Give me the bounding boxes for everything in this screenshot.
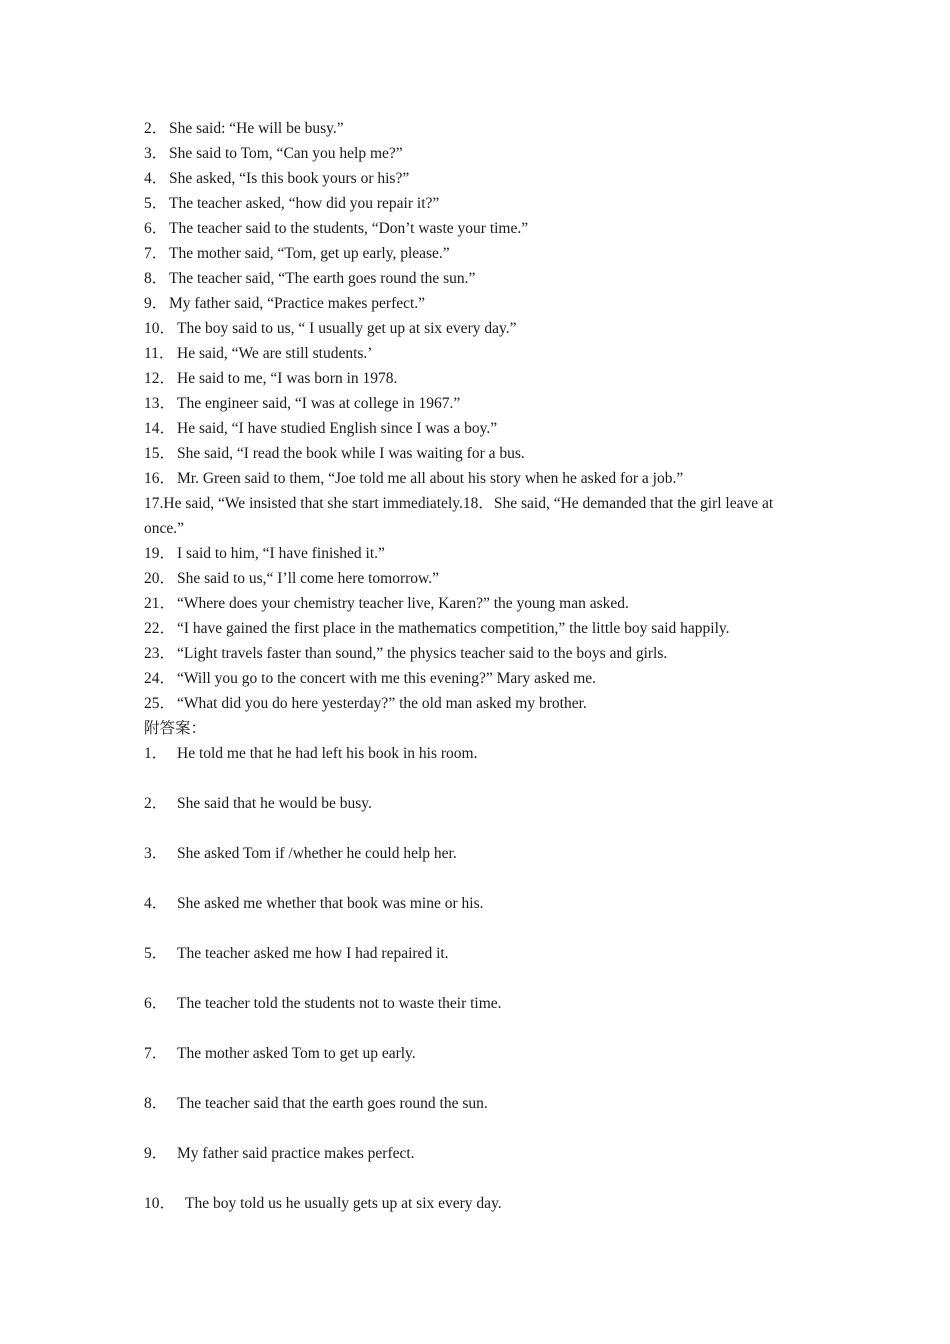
answer-item bbox=[144, 741, 814, 791]
question-number: 6． bbox=[144, 220, 168, 237]
question-item bbox=[144, 641, 814, 666]
answer-text: The teacher said that the earth goes round the sun. bbox=[177, 1095, 488, 1112]
question-item bbox=[144, 566, 814, 591]
question-text: She said: “He will be busy.” bbox=[169, 120, 344, 137]
question-text: He said to me, “I was born in 1978. bbox=[177, 370, 398, 387]
question-number: 12． bbox=[144, 370, 176, 387]
answer-item bbox=[144, 941, 814, 991]
answer-text: My father said practice makes perfect. bbox=[177, 1145, 415, 1162]
answer-text: The mother asked Tom to get up early. bbox=[177, 1045, 416, 1062]
question-text: He said, “We insisted that she start immediately.18．She said, “He demanded that the girl leave at once.” bbox=[144, 495, 774, 537]
question-number: 4． bbox=[144, 170, 168, 187]
answer-number: 4． bbox=[144, 895, 168, 912]
answer-text: She asked Tom if /whether he could help her. bbox=[177, 845, 457, 862]
question-item bbox=[144, 691, 814, 716]
answer-list bbox=[144, 741, 814, 1241]
question-text: The teacher said, “The earth goes round the sun.” bbox=[169, 270, 476, 287]
answer-text: She asked me whether that book was mine or his. bbox=[177, 895, 484, 912]
answer-number: 5． bbox=[144, 945, 168, 962]
question-item bbox=[144, 666, 814, 691]
answer-item bbox=[144, 841, 814, 891]
question-number: 7． bbox=[144, 245, 168, 262]
question-number: 8． bbox=[144, 270, 168, 287]
question-text: The engineer said, “I was at college in 1967.” bbox=[177, 395, 461, 412]
question-text: The teacher said to the students, “Don’t waste your time.” bbox=[169, 220, 529, 237]
question-number: 20． bbox=[144, 570, 176, 587]
question-number: 13． bbox=[144, 395, 176, 412]
question-text: Mr. Green said to them, “Joe told me all about his story when he asked for a job.” bbox=[177, 470, 684, 487]
question-number: 3． bbox=[144, 145, 168, 162]
question-number: 5． bbox=[144, 195, 168, 212]
question-text: She said, “I read the book while I was waiting for a bus. bbox=[177, 445, 525, 462]
answer-text: The boy told us he usually gets up at six every day. bbox=[185, 1195, 502, 1212]
answers-heading: 附答案： bbox=[144, 720, 207, 737]
answer-item bbox=[144, 1091, 814, 1141]
question-item bbox=[144, 491, 814, 541]
question-number: 10． bbox=[144, 320, 176, 337]
question-text: “What did you do here yesterday?” the old man asked my brother. bbox=[177, 695, 587, 712]
question-number: 23． bbox=[144, 645, 176, 662]
question-number: 2． bbox=[144, 120, 168, 137]
answer-number: 7． bbox=[144, 1045, 168, 1062]
question-number: 19． bbox=[144, 545, 176, 562]
answer-item bbox=[144, 891, 814, 941]
question-text: He said, “I have studied English since I was a boy.” bbox=[177, 420, 498, 437]
question-item bbox=[144, 266, 814, 291]
answer-item bbox=[144, 1141, 814, 1191]
question-item bbox=[144, 391, 814, 416]
question-list bbox=[144, 116, 814, 716]
answer-number: 6． bbox=[144, 995, 168, 1012]
question-text: The teacher asked, “how did you repair it?” bbox=[169, 195, 440, 212]
answer-number: 3． bbox=[144, 845, 168, 862]
question-text: The boy said to us, “ I usually get up at six every day.” bbox=[177, 320, 517, 337]
question-text: My father said, “Practice makes perfect.” bbox=[169, 295, 426, 312]
question-number: 22． bbox=[144, 620, 176, 637]
question-item bbox=[144, 141, 814, 166]
question-item bbox=[144, 591, 814, 616]
question-text: She asked, “Is this book yours or his?” bbox=[169, 170, 410, 187]
question-item bbox=[144, 166, 814, 191]
answer-text: She said that he would be busy. bbox=[177, 795, 372, 812]
answer-number: 8． bbox=[144, 1095, 168, 1112]
question-text: “Will you go to the concert with me this evening?” Mary asked me. bbox=[177, 670, 597, 687]
question-item bbox=[144, 416, 814, 441]
question-number: 21． bbox=[144, 595, 176, 612]
question-item bbox=[144, 366, 814, 391]
question-item bbox=[144, 216, 814, 241]
question-text: “Light travels faster than sound,” the physics teacher said to the boys and girls. bbox=[177, 645, 668, 662]
question-number: 14． bbox=[144, 420, 176, 437]
question-text: The mother said, “Tom, get up early, please.” bbox=[169, 245, 450, 262]
question-number: 24． bbox=[144, 670, 176, 687]
question-item bbox=[144, 191, 814, 216]
answer-item bbox=[144, 991, 814, 1041]
question-number: 17. bbox=[144, 495, 164, 512]
answer-text: The teacher asked me how I had repaired it. bbox=[177, 945, 449, 962]
question-text: “I have gained the first place in the mathematics competition,” the little boy said happily. bbox=[177, 620, 730, 637]
question-text: He said, “We are still students.’ bbox=[177, 345, 373, 362]
answer-item bbox=[144, 1191, 814, 1241]
answer-number: 1． bbox=[144, 745, 168, 762]
question-item bbox=[144, 441, 814, 466]
answer-text: The teacher told the students not to waste their time. bbox=[177, 995, 502, 1012]
question-item bbox=[144, 316, 814, 341]
answer-number: 9． bbox=[144, 1145, 168, 1162]
question-text: “Where does your chemistry teacher live, Karen?” the young man asked. bbox=[177, 595, 629, 612]
question-item bbox=[144, 541, 814, 566]
answer-number: 2． bbox=[144, 795, 168, 812]
question-item bbox=[144, 466, 814, 491]
question-number: 15． bbox=[144, 445, 176, 462]
question-text: She said to Tom, “Can you help me?” bbox=[169, 145, 403, 162]
question-number: 16． bbox=[144, 470, 176, 487]
question-text: I said to him, “I have finished it.” bbox=[177, 545, 385, 562]
answer-item bbox=[144, 791, 814, 841]
question-number: 25． bbox=[144, 695, 176, 712]
question-item bbox=[144, 616, 814, 641]
question-item bbox=[144, 341, 814, 366]
question-item bbox=[144, 116, 814, 141]
question-item bbox=[144, 291, 814, 316]
question-number: 11． bbox=[144, 345, 175, 362]
document-page bbox=[144, 116, 814, 1241]
answer-text: He told me that he had left his book in his room. bbox=[177, 745, 478, 762]
question-text: She said to us,“ I’ll come here tomorrow.” bbox=[177, 570, 439, 587]
answer-item bbox=[144, 1041, 814, 1091]
answer-number: 10． bbox=[144, 1195, 176, 1212]
question-number: 9． bbox=[144, 295, 168, 312]
question-item bbox=[144, 241, 814, 266]
